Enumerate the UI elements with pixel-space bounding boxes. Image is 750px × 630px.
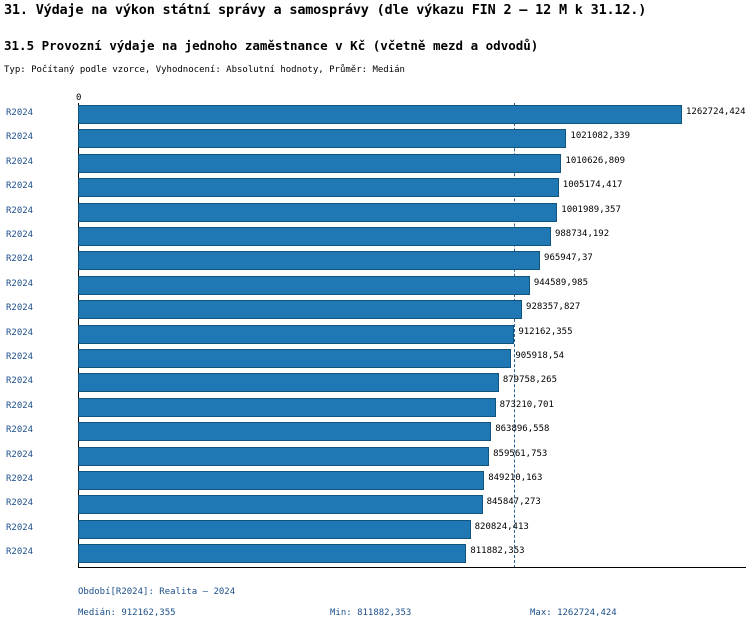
bar-row — [6, 274, 682, 298]
page-title: 31. Výdaje na výkon státní správy a samosprávy (dle výkazu FIN 2 – 12 M k 31.12.) — [4, 2, 647, 18]
row-period-label: R2024 — [6, 474, 34, 484]
x-axis-baseline — [78, 567, 746, 568]
bar-value-label: 1010626,809 — [565, 155, 626, 166]
row-period-label: R2024 — [6, 181, 34, 192]
median-stat: Medián: 912162,355 — [78, 608, 176, 618]
row-period-label: R2024 — [6, 278, 34, 289]
bar-row — [6, 493, 682, 517]
max-stat: Max: 1262724,424 — [530, 608, 617, 618]
bar[interactable] — [78, 398, 496, 417]
bar-value-label: 944589,985 — [533, 277, 588, 288]
bar[interactable] — [78, 129, 566, 148]
bar[interactable] — [78, 203, 557, 222]
bar-row — [6, 176, 682, 200]
row-period-label: R2024 — [6, 425, 34, 436]
bar-value-label: 928357,827 — [526, 302, 581, 313]
bar-row — [6, 347, 682, 371]
bar[interactable] — [78, 447, 489, 466]
bar-row — [6, 469, 682, 493]
bar-value-label: 873210,701 — [499, 399, 554, 410]
bar-row — [6, 103, 746, 127]
row-period-label: R2024 — [6, 254, 34, 265]
row-period-label: R2024 — [6, 547, 34, 558]
row-period-label: R2024 — [6, 327, 34, 338]
bar-value-label: 820824,413 — [474, 521, 529, 532]
bar-value-label: 845847,273 — [486, 497, 541, 508]
row-period-label: R2024 — [6, 352, 34, 362]
bar-value-label: 1021082,339 — [570, 131, 631, 142]
bar[interactable] — [78, 251, 540, 270]
bar[interactable] — [78, 544, 466, 563]
bar-row — [6, 225, 682, 249]
bar-value-label: 912162,355 — [518, 326, 573, 337]
bar-row — [6, 420, 682, 444]
bar-row — [6, 298, 682, 322]
legend-entry: Období[R2024]: Realita – 2024 — [78, 587, 236, 597]
row-period-label: R2024 — [6, 108, 34, 118]
bar[interactable] — [78, 495, 483, 514]
row-period-label: R2024 — [6, 303, 34, 314]
chart-subtitle: 31.5 Provozní výdaje na jednoho zaměstnance v Kč (včetně mezd a odvodů) — [4, 38, 539, 53]
bar-row — [6, 201, 682, 225]
bar-value-label: 1001989,357 — [561, 204, 621, 215]
bar[interactable] — [78, 422, 491, 441]
bar[interactable] — [78, 471, 484, 490]
bar[interactable] — [78, 520, 471, 539]
min-stat: Min: 811882,353 — [330, 608, 412, 618]
row-period-label: R2024 — [6, 400, 34, 411]
bar-row — [6, 371, 682, 395]
row-period-label: R2024 — [6, 449, 34, 460]
bar-value-label: 988734,192 — [554, 229, 610, 239]
bar-value-label: 1005174,417 — [562, 180, 623, 191]
bar-row — [6, 542, 682, 566]
bar-value-label: 863896,558 — [495, 424, 550, 435]
bar-row — [6, 152, 682, 176]
bar-row — [6, 249, 682, 273]
bar[interactable] — [78, 154, 561, 173]
bar-row — [6, 396, 682, 420]
bar-row — [6, 323, 682, 347]
chart-type-info: Typ: Počítaný podle vzorce, Vyhodnocení: Absolutní hodnoty, Průměr: Medián — [4, 65, 405, 75]
row-period-label: R2024 — [6, 522, 34, 533]
bar-row — [6, 518, 682, 542]
axis-origin-label: 0 — [76, 93, 82, 103]
bar-value-label: 1262724,424 — [686, 107, 746, 117]
bar[interactable] — [78, 373, 499, 392]
bar-value-label: 849210,163 — [488, 473, 543, 483]
row-period-label: R2024 — [6, 132, 34, 143]
bar-chart-plot — [6, 95, 746, 568]
bar-value-label: 879758,265 — [502, 375, 557, 386]
bar[interactable] — [78, 349, 511, 368]
bar[interactable] — [78, 105, 682, 124]
row-period-label: R2024 — [6, 205, 34, 216]
bar-row — [6, 127, 682, 151]
row-period-label: R2024 — [6, 498, 34, 509]
row-period-label: R2024 — [6, 230, 34, 240]
bar-value-label: 965947,37 — [544, 253, 593, 264]
bar[interactable] — [78, 276, 530, 295]
bar-value-label: 905918,54 — [515, 351, 565, 361]
bar-value-label: 859561,753 — [493, 448, 548, 459]
row-period-label: R2024 — [6, 376, 34, 387]
bar[interactable] — [78, 178, 559, 197]
bar[interactable] — [78, 300, 522, 319]
bar-value-label: 811882,353 — [470, 546, 525, 557]
bar[interactable] — [78, 227, 551, 246]
bar[interactable] — [78, 325, 514, 344]
bar-row — [6, 445, 682, 469]
row-period-label: R2024 — [6, 156, 34, 167]
